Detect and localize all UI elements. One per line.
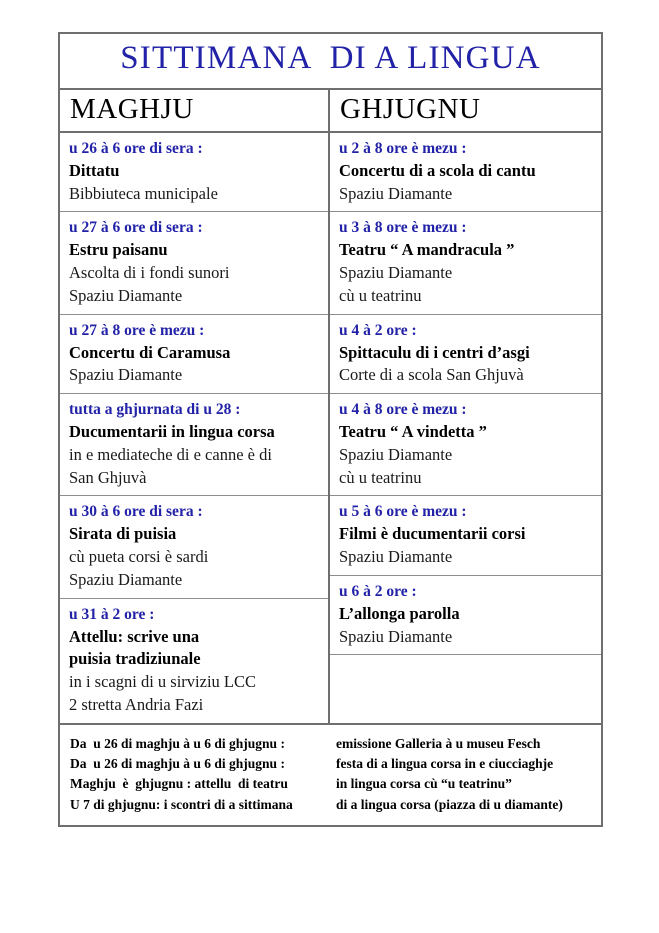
event-item [330,212,601,314]
event-item [330,576,601,656]
event-detail: Ascolta di i fondi sunori [69,263,230,283]
event-date: u 26 à 6 ore di sera : [69,139,203,157]
footer-line: emissione Galleria à u museu Fesch [336,735,541,751]
events-column-filler [330,655,601,722]
event-date: u 27 à 8 ore è mezu : [69,321,205,339]
poster-title-band [60,34,601,90]
event-item [330,133,601,213]
footer-line: Maghju è ghjugnu : attellu di teatru [70,776,288,792]
column-heading-ghjugnu: GHJUGNU [328,90,601,131]
event-venue: 2 stretta Andria Fazi [69,694,204,714]
event-title: Ducumentarii in lingua corsa [69,422,275,442]
event-venue: Spaziu Diamante [339,183,453,203]
events-grid [60,133,601,725]
event-date: u 5 à 6 ore è mezu : [339,503,467,521]
event-title: Sirata di puisia [69,524,177,544]
event-venue: Spaziu Diamante [69,569,183,589]
event-item [60,394,328,496]
event-item [60,133,328,213]
event-date: u 4 à 8 ore è mezu : [339,401,467,419]
event-item [330,394,601,496]
event-title: Teatru “ A vindetta ” [339,422,487,442]
event-title: Filmi è ducumentarii corsi [339,524,526,544]
footer-notes [60,725,601,825]
footer-line: in lingua corsa cù “u teatrinu” [336,776,512,792]
event-detail: in i scagni di u sirviziu LCC [69,672,256,692]
column-heading-maghju: MAGHJU [70,92,194,125]
event-venue: Bibbiuteca municipale [69,183,218,203]
footer-line: festa di a lingua corsa in e ciucciaghje [336,756,554,771]
event-date: u 27 à 6 ore di sera : [69,219,203,237]
event-title: L’allonga parolla [339,603,460,623]
event-title: Spittaculu di i centri d’asgi [339,342,530,362]
event-title: Dittatu [69,160,120,180]
event-item [60,599,328,723]
event-venue: Spaziu Diamante [69,365,183,385]
footer-line: Da u 26 di maghju à u 6 di ghjugnu : [70,735,285,751]
event-date: u 3 à 8 ore è mezu : [339,219,467,237]
event-detail: cù u teatrinu [339,467,422,487]
event-title-cont: puisia tradiziunale [69,649,201,669]
event-item [330,496,601,576]
event-item [330,315,601,395]
event-date: tutta a ghjurnata di u 28 : [69,401,241,419]
event-title: Teatru “ A mandracula ” [339,240,515,260]
footer-line: U 7 di ghjugnu: i scontri di a sittimana [70,796,293,812]
month-headers-row [60,90,601,133]
event-venue: Corte di a scola San Ghjuvà [339,365,524,385]
event-venue: San Ghjuvà [69,467,147,487]
events-column-maghju [60,133,328,723]
footer-column-left [60,734,332,815]
event-date: u 4 à 2 ore : [339,321,417,339]
event-title: Concertu di Caramusa [69,342,231,362]
event-detail: cù pueta corsi è sardi [69,547,209,567]
event-date: u 6 à 2 ore : [339,582,417,600]
event-date: u 30 à 6 ore di sera : [69,503,203,521]
event-date: u 31 à 2 ore : [69,605,155,623]
event-item [60,496,328,598]
page-title: SITTIMANA DI A LINGUA [120,40,541,76]
poster-frame [58,32,603,827]
event-detail: cù u teatrinu [339,285,422,305]
event-venue: Spaziu Diamante [69,285,183,305]
event-title: Concertu di a scola di cantu [339,160,536,180]
event-detail: in e mediateche di e canne è di [69,444,272,464]
event-title: Attellu: scrive una [69,626,200,646]
event-item [60,212,328,314]
event-venue: Spaziu Diamante [339,444,453,464]
event-venue: Spaziu Diamante [339,626,453,646]
footer-line: di a lingua corsa (piazza di u diamante) [336,796,563,812]
event-venue: Spaziu Diamante [339,263,453,283]
event-title: Estru paisanu [69,240,168,260]
events-column-ghjugnu [328,133,601,723]
footer-line: Da u 26 di maghju à u 6 di ghjugnu : [70,756,285,771]
footer-column-right [332,734,601,815]
event-venue: Spaziu Diamante [339,547,453,567]
event-item [60,315,328,395]
event-date: u 2 à 8 ore è mezu : [339,139,467,157]
